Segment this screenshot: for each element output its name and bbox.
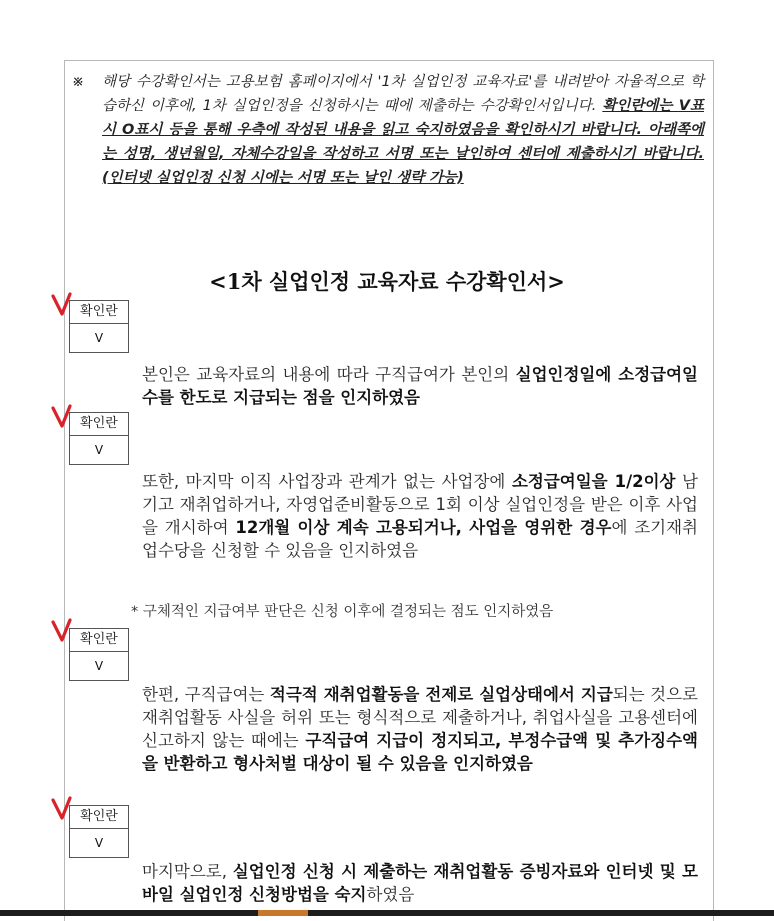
statement-2-text-a: 또한, 마지막 이직 사업장과 관계가 없는 사업장에 bbox=[142, 472, 512, 491]
bottom-bar bbox=[0, 910, 774, 916]
bottom-bar-tab bbox=[258, 910, 308, 916]
statement-1-text: 본인은 교육자료의 내용에 따라 구직급여가 본인의 bbox=[142, 365, 516, 384]
statement-3-text-b: 되는 것으로 재취업활동 사실을 허위 또는 형식적으로 제출하거나, 취업사실을 고용센터에 신고하지 않는 때에는 bbox=[142, 685, 698, 750]
statement-4 bbox=[142, 860, 698, 906]
confirm-label: 확인란 bbox=[69, 412, 129, 435]
confirm-mark[interactable]: V bbox=[69, 435, 129, 465]
confirm-mark[interactable]: V bbox=[69, 651, 129, 681]
document-title: <1차 실업인정 교육자료 수강확인서> bbox=[209, 269, 565, 294]
statement-3-text-a: 한편, 구직급여는 bbox=[142, 685, 270, 704]
confirm-box-3[interactable] bbox=[69, 628, 129, 681]
statement-2-note: * 구체적인 지급여부 판단은 신청 이후에 결정되는 점도 인지하였음 bbox=[131, 604, 554, 620]
statement-4-bold: 실업인정 신청 시 제출하는 재취업활동 증빙자료와 인터넷 및 모바일 실업인정 신청방법을 숙지 bbox=[142, 862, 698, 904]
statement-1-bold: 실업인정일에 소정급여일수를 한도로 지급되는 점을 인지하였음 bbox=[142, 365, 698, 407]
confirm-box-2[interactable] bbox=[69, 412, 129, 465]
statement-3-bold-a: 적극적 재취업활동을 전제로 실업상태에서 지급 bbox=[269, 685, 613, 704]
statement-4-text-b: 하였음 bbox=[366, 885, 415, 904]
notice-text-plain: 해당 수강확인서는 고용보험 홈페이지에서 '1차 실업인정 교육자료'를 내려받아 자율적으로 학습하신 이후에, 1차 실업인정을 신청하시는 때에 제출하는 수강확인서입니다. bbox=[102, 74, 704, 114]
notice-text bbox=[102, 70, 704, 190]
statement-4-text-a: 마지막으로, bbox=[142, 862, 233, 881]
notice-text-emphasis: 확인란에는 V표시 O표시 등을 통해 우측에 작성된 내용을 읽고 숙지하였음을 확인하시기 바랍니다. 아래쪽에는 성명, 생년월일, 자체수강일을 작성하고 서명 또는 날인하여 센터에 제출하시기 바랍니다.(인터넷 실업인정 신청 시에는 서명 또는 날인 생략 가능) bbox=[102, 98, 705, 186]
confirm-label: 확인란 bbox=[69, 805, 129, 828]
confirm-mark[interactable]: V bbox=[69, 828, 129, 858]
statement-3-bold-b: 구직급여 지급이 정지되고, 부정수급액 및 추가징수액을 반환하고 형사처벌 대상이 될 수 있음을 인지하였음 bbox=[142, 731, 698, 773]
confirm-label: 확인란 bbox=[69, 300, 129, 323]
statement-2 bbox=[142, 470, 698, 562]
confirm-box-1[interactable] bbox=[69, 300, 129, 353]
confirm-label: 확인란 bbox=[69, 628, 129, 651]
statement-3 bbox=[142, 683, 698, 775]
reference-mark: ※ bbox=[72, 74, 85, 90]
statement-2-text-b: 남기고 재취업하거나, 자영업준비활동으로 1회 이상 실업인정을 받은 이후 사업을 개시하여 bbox=[142, 472, 698, 537]
statement-1 bbox=[142, 363, 698, 409]
confirm-mark[interactable]: V bbox=[69, 323, 129, 353]
statement-2-text-c: 에 조기재취업수당을 신청할 수 있음을 인지하였음 bbox=[142, 518, 698, 560]
confirm-box-4[interactable] bbox=[69, 805, 129, 858]
statement-2-bold-a: 소정급여일을 1/2이상 bbox=[511, 472, 676, 491]
notice-block bbox=[72, 70, 704, 190]
statement-2-bold-b: 12개월 이상 계속 고용되거나, 사업을 영위한 경우 bbox=[235, 518, 612, 537]
